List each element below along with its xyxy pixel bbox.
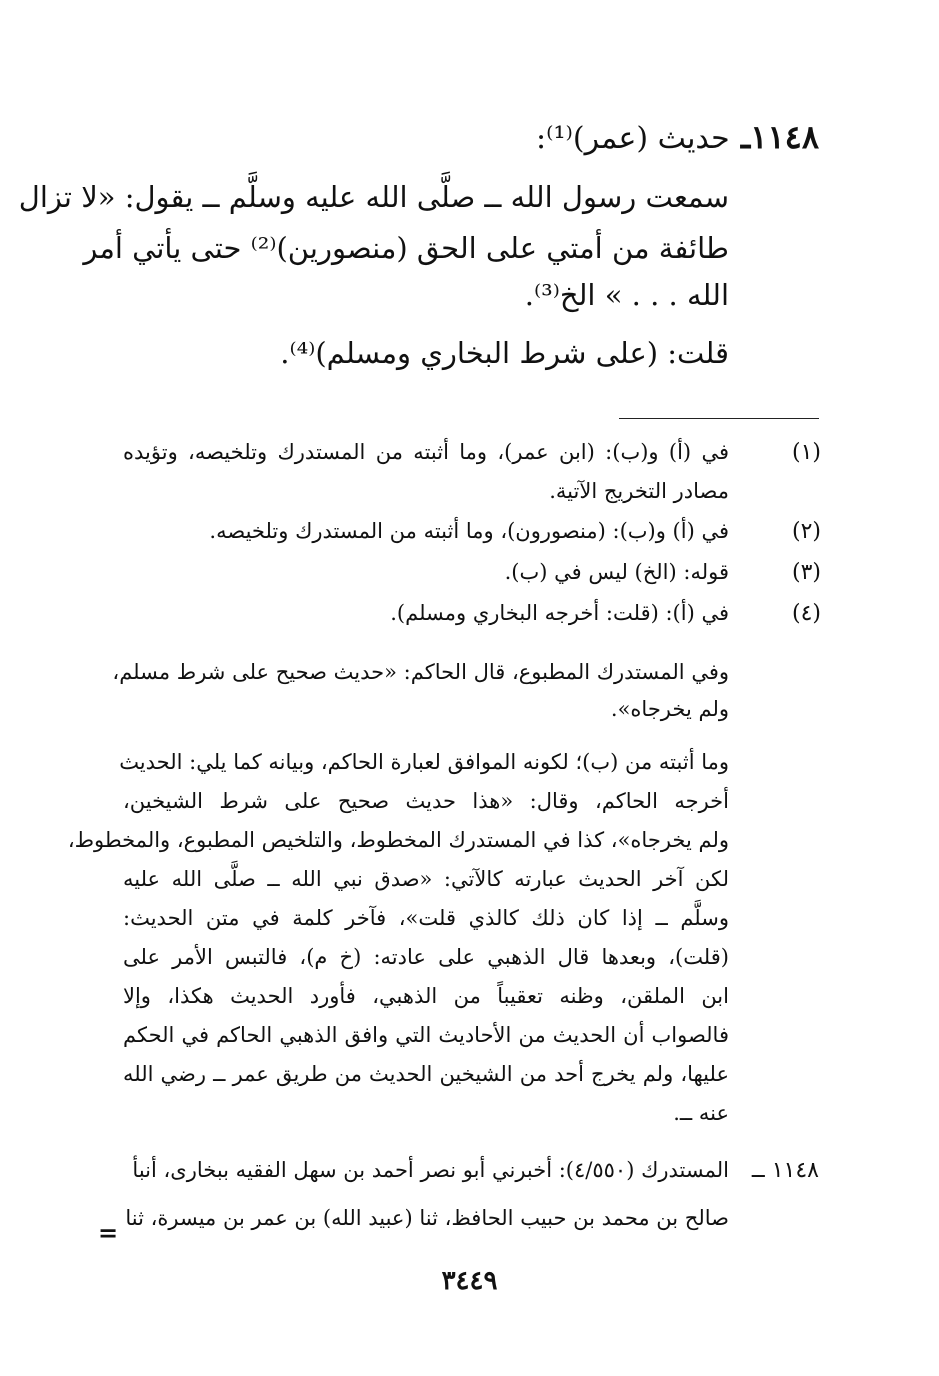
body-text-line: لكن آخر الحديث عبارته كالآتي: «صدق نبي الله ــ صلَّى الله عليه: [123, 867, 729, 891]
footnote-text: مصادر التخريج الآتية.: [549, 479, 729, 503]
body-text-line: عنه ــ.: [673, 1101, 729, 1125]
source-text-line: المستدرك (٤/٥٥٠): أخبرني أبو نصر أحمد بن سهل الفقيه ببخارى، أنبأ: [132, 1158, 729, 1182]
main-text-line: الله . . . » الخ⁽³⁾.: [524, 278, 729, 312]
source-text-line: صالح بن محمد بن حبيب الحافظ، ثنا (عبيد الله) بن عمر بن ميسرة، ثنا: [125, 1206, 729, 1230]
footnote-number: (١): [791, 440, 821, 465]
footnote-text: في (أ): (قلت: أخرجه البخاري ومسلم).: [390, 601, 729, 625]
body-text-line: وفي المستدرك المطبوع، قال الحاكم: «حديث صحيح على شرط مسلم،: [112, 660, 729, 684]
main-text-line: طائفة من أمتي على الحق (منصورين)⁽²⁾ حتى يأتي أمر: [83, 231, 729, 265]
footnote-text: قوله: (الخ) ليس في (ب).: [504, 560, 729, 584]
footnote-number: (٣): [791, 560, 821, 585]
footnote-text: في (أ) و(ب): (منصورون)، وما أثبته من المستدرك وتلخيصه.: [209, 519, 729, 543]
footnote-number: (٤): [791, 601, 821, 626]
main-text-line: قلت: (على شرط البخاري ومسلم)⁽⁴⁾.: [280, 336, 729, 370]
page-number: ٣٤٤٩: [441, 1266, 498, 1296]
body-text-line: ولم يخرجاه»، كذا في المستدرك المخطوط، والتلخيص المطبوع، والمخطوط،: [67, 828, 729, 852]
body-text-line: وسلَّم ــ إذا كان ذلك كالذي قلت»، فآخر كلمة في متن الحديث:: [123, 906, 729, 930]
body-text-line: ولم يخرجاه».: [610, 697, 729, 721]
body-text-line: عليها، ولم يخرج أحد من الشيخين الحديث من طريق عمر ــ رضي الله: [123, 1062, 729, 1086]
body-text-line: أخرجه الحاكم، وقال: «هذا حديث صحيح على شرط الشيخين،: [123, 789, 729, 813]
source-entry-number: ١١٤٨ ــ: [751, 1158, 819, 1183]
continuation-mark: =: [98, 1218, 119, 1247]
body-text-line: فالصواب أن الحديث من الأحاديث التي وافق الذهبي الحاكم في الحكم: [123, 1023, 729, 1047]
footnote-divider: [619, 418, 819, 419]
entry-heading: [536, 118, 819, 156]
footnote-number: (٢): [791, 519, 821, 544]
body-text-line: (قلت)، وبعدها قال الذهبي على عادته: (خ م)، فالتبس الأمر على: [123, 945, 729, 969]
body-text-line: وما أثبته من (ب)؛ لكونه الموافق لعبارة الحاكم، وبيانه كما يلي: الحديث: [119, 750, 729, 774]
main-text-line: سمعت رسول الله ــ صلَّى الله عليه وسلَّم ــ يقول: «لا تزال: [18, 180, 729, 214]
body-text-line: ابن الملقن، وظنه تعقيباً من الذهبي، فأورد الحديث هكذا، وإلا: [123, 984, 729, 1008]
entry-number: ١١٤٨ـ: [740, 118, 819, 156]
entry-title: حديث (عمر)⁽¹⁾:: [536, 121, 730, 156]
footnote-text: في (أ) و(ب): (ابن عمر)، وما أثبته من المستدرك وتلخيصه، وتؤيده: [123, 440, 729, 464]
